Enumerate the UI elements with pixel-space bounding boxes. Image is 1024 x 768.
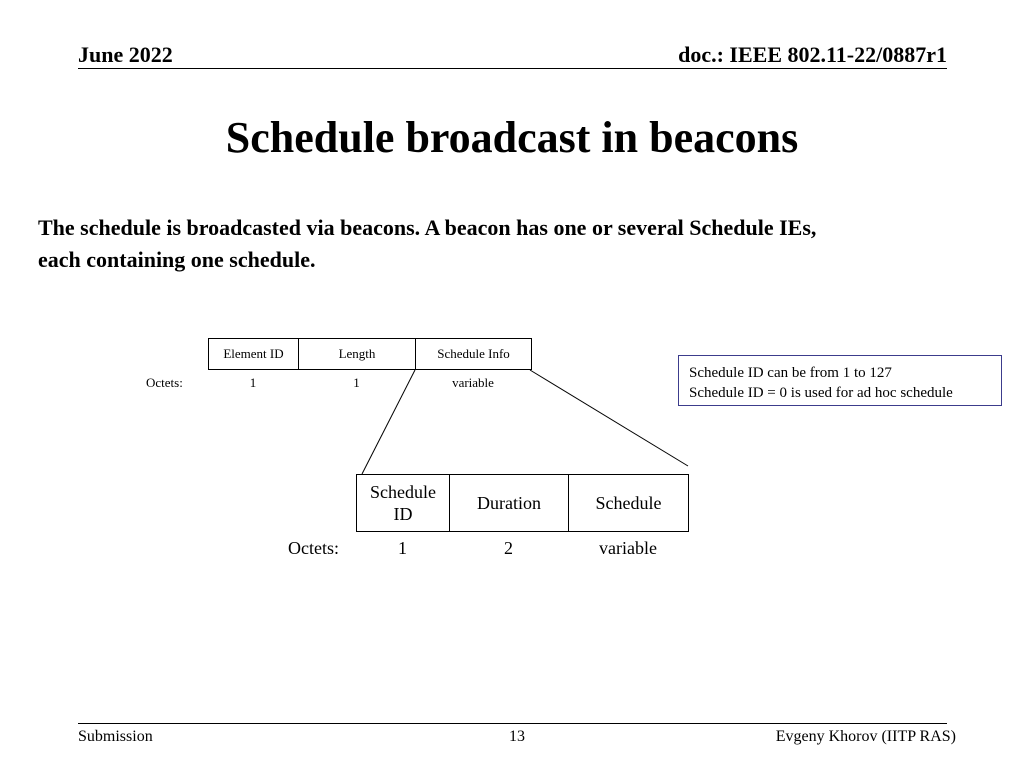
schedule-id-note bbox=[678, 355, 1002, 406]
footer-author: Evgeny Khorov (IITP RAS) bbox=[775, 728, 956, 745]
schedule-info-header-row bbox=[357, 475, 689, 532]
schedule-octets: variable bbox=[599, 538, 657, 558]
note-line-1: Schedule ID can be from 1 to 127 bbox=[689, 365, 892, 381]
field-schedule-id-line-2: ID bbox=[393, 504, 413, 524]
duration-octets: 2 bbox=[504, 538, 513, 558]
field-schedule-id-line-1: Schedule bbox=[370, 482, 436, 502]
schedule-info-format-table bbox=[356, 474, 689, 532]
intro-line-1: The schedule is broadcasted via beacons. A beacon has one or several Schedule IEs, bbox=[38, 215, 817, 240]
field-duration: Duration bbox=[450, 475, 569, 532]
slide-title: Schedule broadcast in beacons bbox=[225, 113, 799, 162]
header-doc-id: doc.: IEEE 802.11-22/0887r1 bbox=[678, 42, 947, 67]
element-format-header-row bbox=[209, 339, 532, 370]
footer-submission: Submission bbox=[78, 728, 153, 745]
header-date: June 2022 bbox=[78, 42, 173, 67]
element-format-table bbox=[208, 338, 532, 370]
field-length: Length bbox=[299, 339, 416, 370]
field-element-id: Element ID bbox=[209, 339, 299, 370]
field-schedule-info: Schedule Info bbox=[416, 339, 532, 370]
length-octets: 1 bbox=[353, 375, 360, 390]
schedule-id-octets: 1 bbox=[398, 538, 407, 558]
footer-page-number: 13 bbox=[509, 728, 525, 745]
element-id-octets: 1 bbox=[249, 375, 257, 390]
intro-line-2: each containing one schedule. bbox=[38, 247, 316, 272]
field-schedule: Schedule bbox=[569, 475, 689, 532]
field-schedule-id bbox=[357, 475, 450, 532]
element-octets-label: Octets: bbox=[146, 375, 183, 390]
footer-rule bbox=[78, 723, 947, 724]
schedule-info-octets: variable bbox=[452, 375, 494, 390]
note-line-2: Schedule ID = 0 is used for ad hoc schedule bbox=[689, 385, 953, 401]
schedule-info-octets-label: Octets: bbox=[288, 538, 339, 558]
expansion-line-right bbox=[530, 370, 688, 466]
